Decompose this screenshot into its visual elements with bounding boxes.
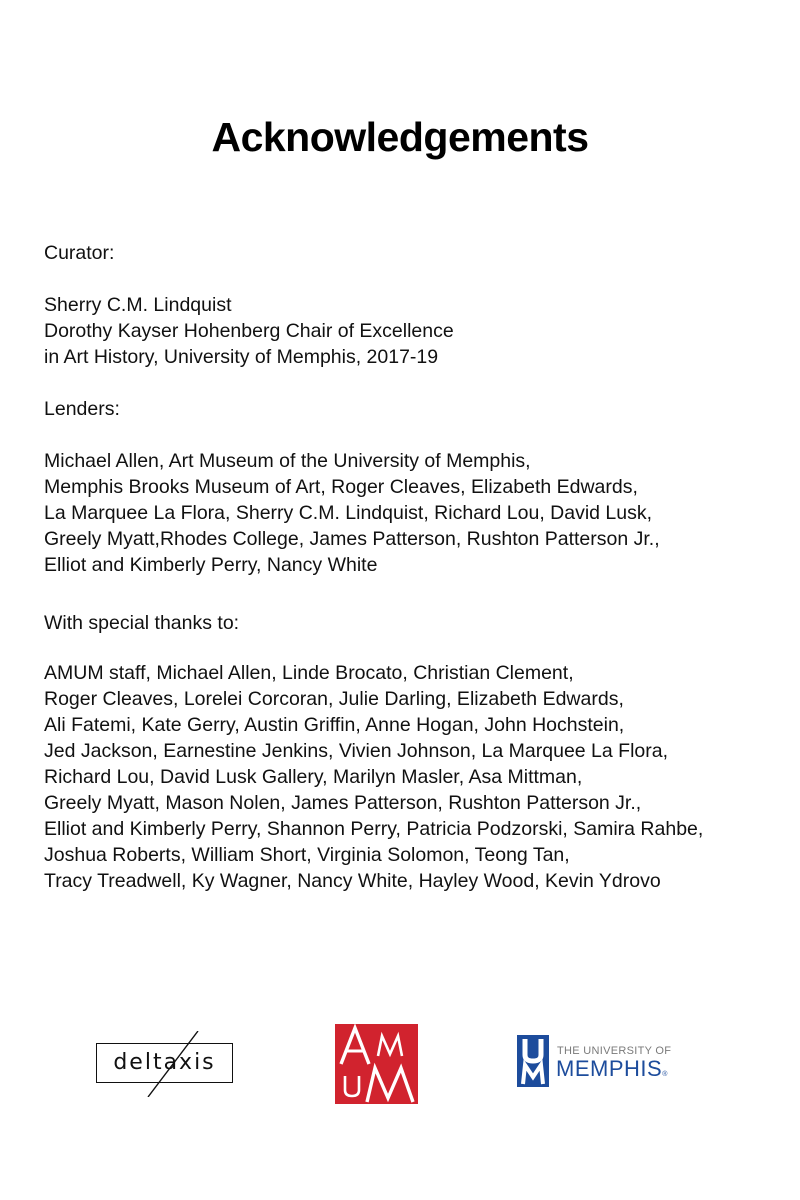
amum-logo-mark-icon [335, 1024, 418, 1104]
curator-section [44, 292, 454, 370]
amum-logo [335, 1024, 418, 1104]
lenders-line: Greely Myatt,Rhodes College, James Patterson, Rushton Patterson Jr., [44, 528, 660, 550]
thanks-line: Elliot and Kimberly Perry, Shannon Perry, Patricia Podzorski, Samira Rahbe, [44, 818, 704, 840]
lenders-line: Memphis Brooks Museum of Art, Roger Cleaves, Elizabeth Edwards, [44, 476, 638, 498]
memphis-um-shield-icon [517, 1035, 549, 1087]
deltaxis-slash-icon [96, 1031, 234, 1097]
memphis-logo-big-text: MEMPHIS [556, 1056, 663, 1081]
thanks-line: Joshua Roberts, William Short, Virginia Solomon, Teong Tan, [44, 844, 570, 866]
thanks-line: Greely Myatt, Mason Nolen, James Patterson, Rushton Patterson Jr., [44, 792, 642, 814]
curator-title-continued: in Art History, University of Memphis, 2017-19 [44, 346, 439, 368]
lenders-list [44, 448, 660, 578]
page-title: Acknowledgements [211, 114, 589, 160]
university-of-memphis-logo [517, 1035, 687, 1087]
thanks-line: AMUM staff, Michael Allen, Linde Brocato, Christian Clement, [44, 662, 574, 684]
thanks-line: Ali Fatemi, Kate Gerry, Austin Griffin, Anne Hogan, John Hochstein, [44, 714, 625, 736]
thanks-line: Tracy Treadwell, Ky Wagner, Nancy White, Hayley Wood, Kevin Ydrovo [44, 870, 661, 892]
registered-mark-icon: ® [662, 1071, 668, 1078]
lenders-label: Lenders: [44, 398, 120, 420]
deltaxis-logo [96, 1031, 234, 1083]
memphis-logo-wordmark [556, 1057, 668, 1087]
thanks-line: Jed Jackson, Earnestine Jenkins, Vivien Johnson, La Marquee La Flora, [44, 740, 668, 762]
curator-label: Curator: [44, 242, 115, 264]
thanks-list [44, 660, 703, 894]
curator-name: Sherry C.M. Lindquist [44, 294, 232, 316]
lenders-line: La Marquee La Flora, Sherry C.M. Lindquist, Richard Lou, David Lusk, [44, 502, 653, 524]
thanks-line: Roger Cleaves, Lorelei Corcoran, Julie Darling, Elizabeth Edwards, [44, 688, 624, 710]
lenders-line: Michael Allen, Art Museum of the University of Memphis, [44, 450, 531, 472]
thanks-label: With special thanks to: [44, 612, 240, 634]
memphis-logo-small-text: THE UNIVERSITY OF [557, 1045, 672, 1057]
deltaxis-logo-text: deltaxis [113, 1050, 216, 1075]
thanks-line: Richard Lou, David Lusk Gallery, Marilyn Masler, Asa Mittman, [44, 766, 583, 788]
lenders-line: Elliot and Kimberly Perry, Nancy White [44, 554, 378, 576]
curator-title: Dorothy Kayser Hohenberg Chair of Excellence [44, 320, 454, 342]
